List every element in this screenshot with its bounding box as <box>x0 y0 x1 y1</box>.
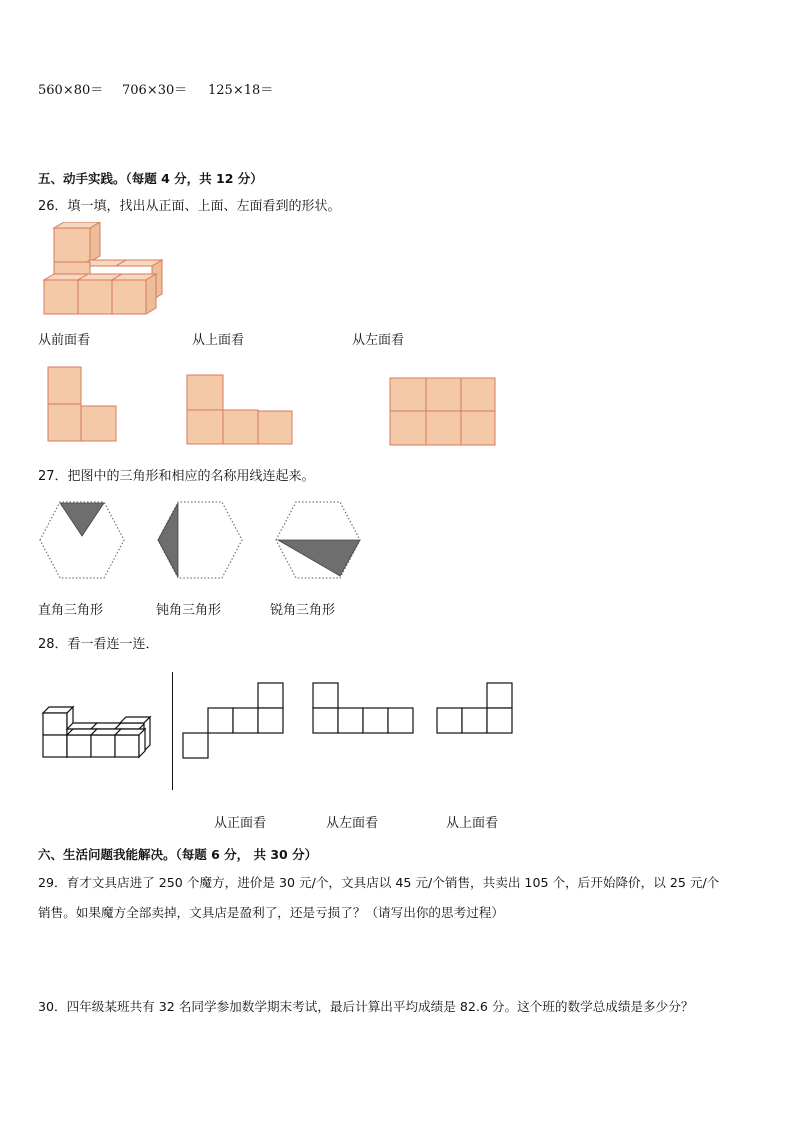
q26-label-top: 从上面看 <box>192 333 245 348</box>
q28-view-b-figure <box>312 682 416 736</box>
q28-view-c-figure <box>436 682 516 736</box>
q27-text: 27．把图中的三角形和相应的名称用线连起来。 <box>38 469 315 484</box>
q30-text: 30．四年级某班共有 32 名同学参加数学期末考试，最后计算出平均成绩是 82.6 分。这个班的数学总成绩是多少分？ <box>38 999 694 1014</box>
q29-line-2: 销售。如果魔方全部卖掉，文具店是盈利了，还是亏损了？（请写出你的思考过程） <box>38 905 504 920</box>
q27-name-right: 直角三角形 <box>38 603 104 618</box>
q26-cube-stack-figure <box>40 222 175 322</box>
q27-hexagon-obtuse-triangle <box>156 500 246 582</box>
q28-label-front: 从正面看 <box>214 816 267 831</box>
q26-label-left: 从左面看 <box>352 333 405 348</box>
calc-item-3: 125×18＝ <box>208 83 274 98</box>
q26-text: 26．填一填，找出从正面、上面、左面看到的形状。 <box>38 199 341 214</box>
q28-label-left: 从左面看 <box>326 816 379 831</box>
section-6-heading: 六、生活问题我能解决。（每题 6 分， 共 30 分） <box>38 847 318 862</box>
calc-item-2: 706×30＝ <box>122 83 188 98</box>
q28-text: 28．看一看连一连． <box>38 637 159 652</box>
q27-hexagon-acute-triangle <box>274 500 364 582</box>
section-5-heading: 五、动手实践。（每题 4 分，共 12 分） <box>38 171 263 186</box>
q29-line-1: 29．育才文具店进了 250 个魔方，进价是 30 元/个，文具店以 45 元/个销售，共卖出 105 个，后开始降价，以 25 元/个 <box>38 875 720 890</box>
q27-name-acute: 锐角三角形 <box>270 603 336 618</box>
q28-view-a-figure <box>182 682 286 760</box>
q26-view-top-figure <box>186 374 294 446</box>
q27-hexagon-right-triangle <box>38 500 128 582</box>
calc-item-1: 560×80＝ <box>38 83 104 98</box>
q27-name-obtuse: 钝角三角形 <box>156 603 222 618</box>
q26-view-front-figure <box>46 366 118 444</box>
q28-label-top: 从上面看 <box>446 816 499 831</box>
q26-label-front: 从前面看 <box>38 333 91 348</box>
q26-view-left-figure <box>389 377 497 447</box>
q28-cube-figure <box>40 703 155 761</box>
q28-divider <box>172 672 173 790</box>
